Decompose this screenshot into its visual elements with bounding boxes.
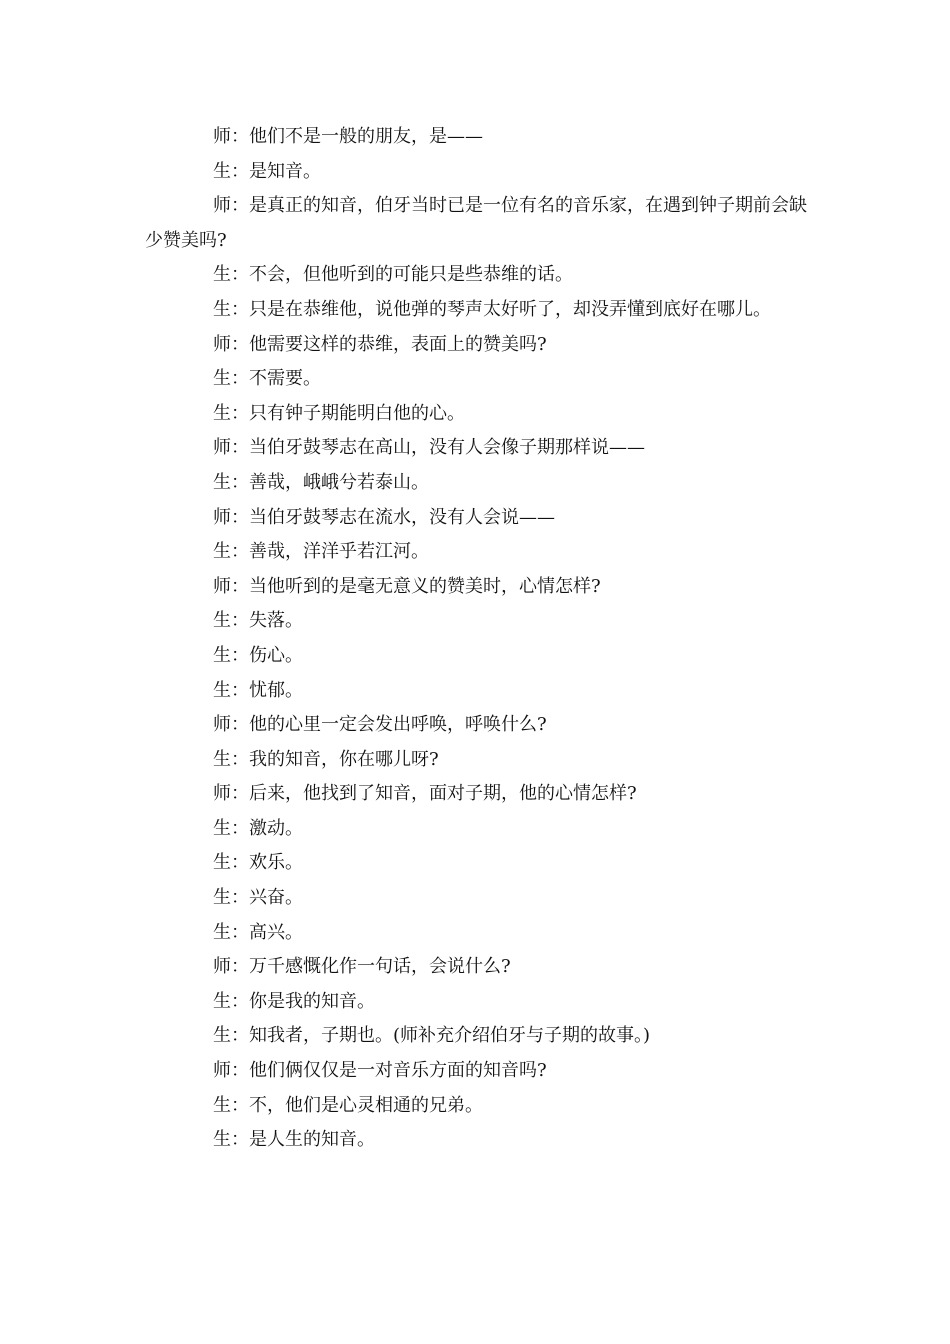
dialogue-line: 师：他们不是一般的朋友，是—— <box>213 126 483 147</box>
dialogue-line: 生：兴奋。 <box>213 887 303 909</box>
dialogue-line: 生：只有钟子期能明白他的心。 <box>213 402 465 424</box>
dialogue-line: 师：当伯牙鼓琴志在高山，没有人会像子期那样说—— <box>213 437 645 459</box>
dialogue-line: 生：我的知音，你在哪儿呀? <box>213 748 439 770</box>
dialogue-line: 生：善哉，洋洋乎若江河。 <box>213 541 429 563</box>
dialogue-line: 师：当他听到的是毫无意义的赞美时，心情怎样? <box>213 575 601 597</box>
dialogue-line: 师：万千感慨化作一句话，会说什么? <box>213 956 511 978</box>
dialogue-line: 生：不会，但他听到的可能只是些恭维的话。 <box>213 264 573 286</box>
dialogue-line: 生：只是在恭维他，说他弹的琴声太好听了，却没弄懂到底好在哪儿。 <box>213 298 771 320</box>
dialogue-line: 生：不需要。 <box>213 368 321 390</box>
dialogue-line: 生：是知音。 <box>213 160 321 182</box>
dialogue-line: 生：高兴。 <box>213 921 303 943</box>
dialogue-line: 生：欢乐。 <box>213 852 303 874</box>
dialogue-line: 生：不，他们是心灵相通的兄弟。 <box>213 1094 483 1116</box>
dialogue-line: 师：后来，他找到了知音，面对子期，他的心情怎样? <box>213 783 637 805</box>
dialogue-line: 师：他们俩仅仅是一对音乐方面的知音吗? <box>213 1060 547 1082</box>
dialogue-line: 生：知我者，子期也。(师补充介绍伯牙与子期的故事。) <box>213 1025 651 1047</box>
dialogue-line: 生：是人生的知音。 <box>213 1129 375 1151</box>
dialogue-line: 生：激动。 <box>213 817 303 839</box>
dialogue-line: 师：当伯牙鼓琴志在流水，没有人会说—— <box>213 506 555 528</box>
dialogue-line: 生：你是我的知音。 <box>213 990 375 1012</box>
dialogue-line: 师：他的心里一定会发出呼唤，呼唤什么? <box>213 714 547 736</box>
dialogue-line: 生：忧郁。 <box>213 679 303 701</box>
dialogue-line: 生：善哉，峨峨兮若泰山。 <box>213 471 429 493</box>
dialogue-line: 生：失落。 <box>213 610 303 632</box>
dialogue-line: 生：伤心。 <box>213 644 303 666</box>
dialogue-transcript <box>145 120 810 1158</box>
dialogue-line: 师：他需要这样的恭维，表面上的赞美吗? <box>213 333 547 355</box>
dialogue-line: 师：是真正的知音，伯牙当时已是一位有名的音乐家，在遇到钟子期前会缺少赞美吗? <box>145 195 807 251</box>
